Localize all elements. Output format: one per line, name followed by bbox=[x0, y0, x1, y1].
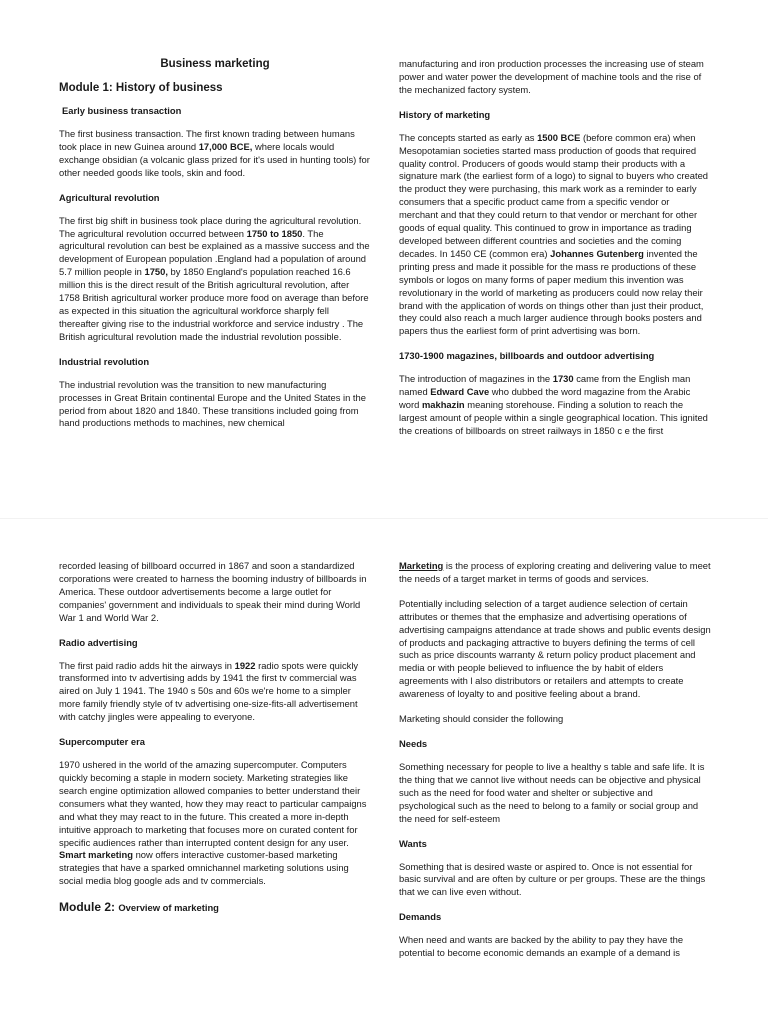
needs-paragraph: Something necessary for people to live a healthy s table and safe life. It is the thing that we cannot live without needs can be objective and physical such as the need for food water and shelter or subjective and psychological such as the need to belong to a family or social group and the need for self-esteem bbox=[399, 760, 705, 824]
module-1-heading: Module 1: History of business bbox=[59, 82, 223, 94]
page-2-left-column bbox=[59, 560, 371, 914]
industrial-revolution-heading: Industrial revolution bbox=[59, 355, 150, 367]
supercomputer-era-paragraph: 1970 ushered in the world of the amazing supercomputer. Computers quickly becoming a staple in modern society. Marketing strategies like search engine optimization allowed companies to better understand their consumers what they wanted, how they may react to particular campaigns and what they may react to in the future. This created a more in-depth intuitive approach to marketing that focuses more on curated content for specific audiences rather than interrupted content design for any user. Smart marketing now offers interactive customer-based marketing strategies that have a sparked omnichannel marketing solutions using social media blog google ads and tv commercials. bbox=[59, 759, 367, 887]
early-business-heading: Early business transaction bbox=[62, 105, 182, 116]
industrial-continuation-paragraph: manufacturing and iron production processes the increasing use of steam power and water power the development of machine tools and the rise of the mechanized factory system. bbox=[399, 58, 704, 95]
page-2 bbox=[0, 520, 768, 1024]
history-of-marketing-heading: History of marketing bbox=[399, 108, 491, 120]
radio-advertising-heading: Radio advertising bbox=[59, 636, 138, 648]
agricultural-revolution-heading: Agricultural revolution bbox=[59, 191, 160, 203]
early-business-paragraph: The first business transaction. The first known trading between humans took place in new Guinea around 17,000 BCE, where locals would exchange obsidian (a volcanic glass prized for it's used in hunting tools) for other needed goods like tools, skin and food. bbox=[59, 128, 370, 178]
agricultural-revolution-paragraph: The first big shift in business took place during the agricultural revolution. The agricultural revolution occurred between 1750 to 1850. The agricultural revolution can best be explained as a massive success and the development of European population .England had a population of around 5.7 million people in 1750, by 1850 England's population reached 16.6 million this is the direct result of the British agricultural revolution, after 1758 British agricultural worker produce more food on average than before as expected in this situation the agricultural workforce sharply fell thereafter giving rise to the industrial workforce and service industry . The British agricultural revolution made the industrial revolution possible. bbox=[59, 214, 370, 342]
wants-heading: Wants bbox=[399, 837, 427, 849]
marketing-scope-paragraph: Potentially including selection of a target audience selection of certain attributes or themes that the emphasize and advertising operations of advertising campaigns attendance at trade shows and public events design of products and packaging attractive to buyers defining the terms of cell such as price discounts warranty & return policy product placement and media or with people believed to influence the by habit of elders agreements with l also distributors or retailers and attempts to create awareness of loyalty to and positive feeling about a brand. bbox=[399, 597, 711, 700]
wants-paragraph: Something that is desired waste or aspired to. Once is not essential for basic survival and are often by culture or per groups. These are the things that we can live even without. bbox=[399, 860, 706, 898]
history-of-marketing-paragraph: The concepts started as early as 1500 BCE (before common era) when Mesopotamian societies started mass production of goods that required quality control. Producers of goods would stamp their products with a signature mark (the earliest form of a logo) to signal to buyers who created the product they were purchasing, this mark work as a reminder to early consumers that a specific product came from a specific vendor or merchant and that they could return to that vendor or merchant for other goods of equal quality. This continued to grow in importance as trading developed between different countries and societies and the coming decades. In 1450 CE (common era) Johannes Gutenberg invented the printing press and made it possible for the mass re productions of these symbols or logos on many forms of paper medium this invention was revolutionary in the world of marketing as producers could now relay their brand with the application of words on things other than just their product, they could also reach a much larger audience through books posters and papers thus the earliest form of print advertising was born. bbox=[399, 131, 709, 337]
page-1-right-column bbox=[399, 58, 711, 450]
magazines-heading: 1730-1900 magazines, billboards and outdoor advertising bbox=[399, 350, 655, 362]
industrial-revolution-paragraph: The industrial revolution was the transition to new manufacturing processes in Great Britain continental Europe and the United States in the period from about 1820 and 1840. These transitions included going from hand productions methods to machines, new chemical bbox=[59, 378, 366, 429]
radio-advertising-paragraph: The first paid radio adds hit the airways in 1922 radio spots were quickly transformed into tv advertising adds by 1941 the first tv commercial was aired on July 1 1941. The 1940 s 50s and 60s we're home to a simpler more family friendly style of tv advertising one-size-fits-all advertisement with catchy jingles were appealing to everyone. bbox=[59, 659, 359, 723]
billboard-continuation-paragraph: recorded leasing of billboard occurred in 1867 and soon a standardized corporations were created to harness the booming industry of billboards in America. These outdoor advertisements become a large outlet for companies' government and individuals to speak their mind during World War 1 and World War 2. bbox=[59, 560, 367, 623]
needs-heading: Needs bbox=[399, 737, 428, 749]
supercomputer-era-heading: Supercomputer era bbox=[59, 736, 145, 748]
page-1-left-column bbox=[59, 58, 371, 442]
magazines-paragraph: The introduction of magazines in the 1730 came from the English man named Edward Cave who dubbed the word magazine from the Arabic word makhazin meaning storehouse. Finding a solution to reach the largest amount of people within a single geographical location. This ignited the creations of billboards on street railways in 1850 c e the first bbox=[399, 373, 708, 436]
marketing-definition-paragraph: Marketing is the process of exploring creating and delivering value to meet the needs of a target market in terms of goods and services. bbox=[399, 560, 711, 584]
demands-heading: Demands bbox=[399, 911, 442, 923]
page-divider bbox=[0, 518, 768, 519]
demands-paragraph: When need and wants are backed by the ability to pay they have the potential to become economic demands an example of a demand is bbox=[399, 934, 684, 959]
marketing-consider-paragraph: Marketing should consider the following bbox=[399, 713, 564, 725]
document-title: Business marketing bbox=[160, 58, 270, 70]
page-2-right-column bbox=[399, 560, 711, 972]
module-2-heading: Module 2: Overview of marketing bbox=[59, 900, 219, 915]
